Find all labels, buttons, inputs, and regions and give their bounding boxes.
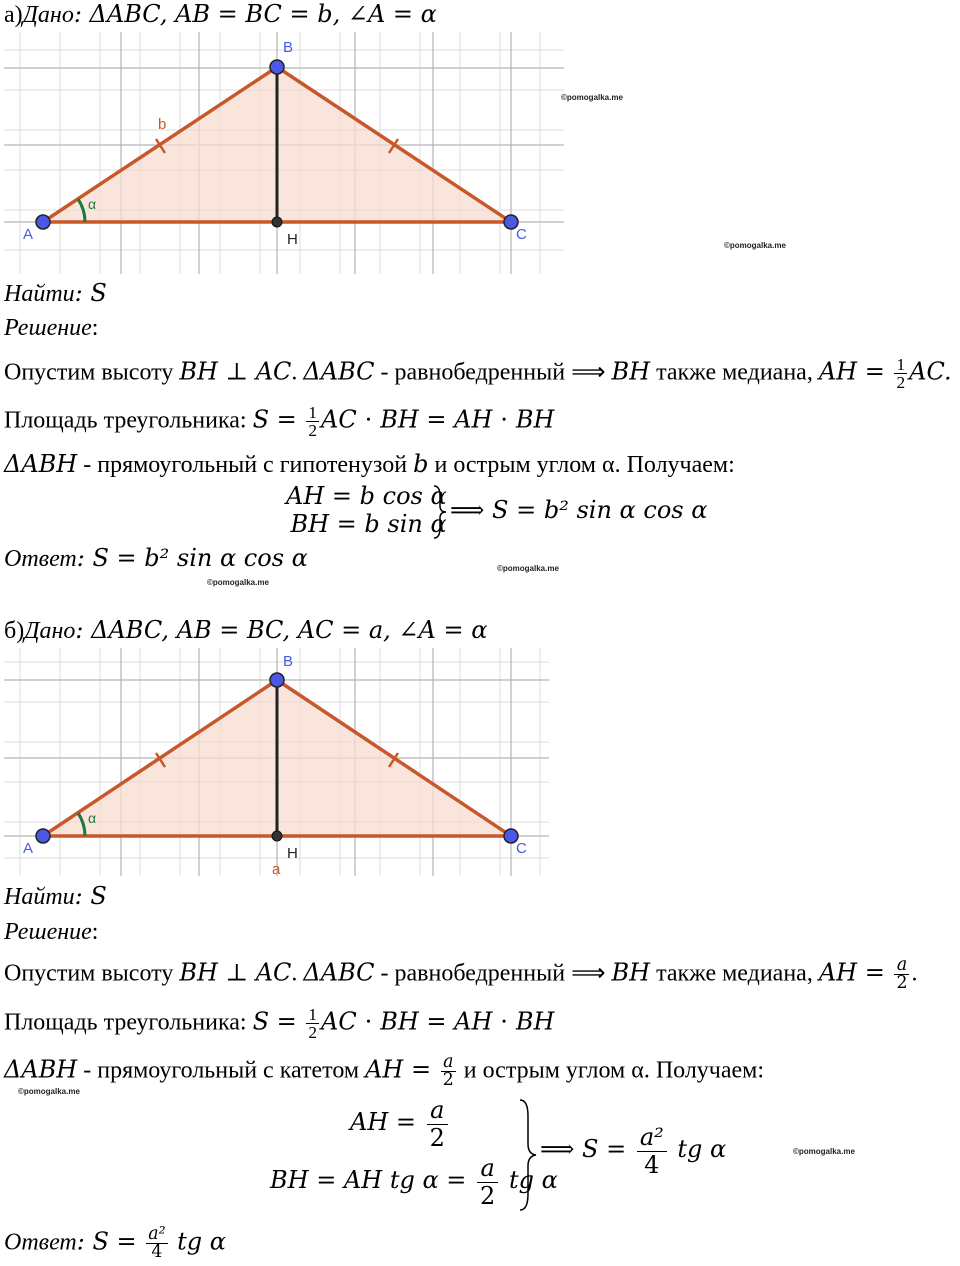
- solution-line-2-a: Площадь треугольника: S = $\frac{1}{2}$ AC ⋅ BH = AH ⋅ BH: [4, 403, 555, 441]
- given-word: Дано: [22, 2, 74, 28]
- find-word: Найти: [4, 281, 75, 307]
- figure-a: [4, 32, 564, 274]
- system-a: [286, 482, 447, 538]
- label-b-side: b: [158, 116, 167, 133]
- watermark: ©pomogalka.me: [497, 564, 559, 573]
- point-a: [36, 215, 50, 229]
- solution-word: Решение: [4, 315, 92, 341]
- fraction: $\frac{a}{2}$: [477, 1156, 498, 1209]
- watermark: ©pomogalka.me: [724, 241, 786, 250]
- find-word: Найти: [4, 884, 75, 910]
- point-b: [270, 673, 284, 687]
- answer-expr: : S = b² sin α cos α: [76, 544, 308, 572]
- part-prefix: б): [4, 618, 25, 644]
- watermark: ©pomogalka.me: [561, 93, 623, 102]
- point-a: [36, 829, 50, 843]
- solution-line-3-a: ΔABH - прямоугольный с гипотенузой b и острым углом α. Получаем:: [4, 450, 735, 478]
- system-brace-a: [432, 484, 448, 540]
- system-eq-2-b: BH = AH tg α = $\frac{a}{2}$ tg α: [270, 1154, 558, 1211]
- answer-word: Ответ: [4, 1229, 77, 1256]
- solution-line-2-b: Площадь треугольника: S = $\frac{1}{2}$ AC ⋅ BH = AH ⋅ BH: [4, 1005, 555, 1043]
- label-a: A: [23, 840, 34, 857]
- system-eq-1-b: AH = $\frac{a}{2}$: [350, 1098, 451, 1151]
- part-prefix: а): [4, 2, 23, 28]
- given-line-a: [4, 0, 437, 29]
- given-word: Дано: [24, 618, 76, 644]
- label-c: C: [516, 226, 527, 243]
- label-alpha: α: [88, 810, 97, 826]
- fraction: $\frac{1}{2}$: [896, 355, 906, 393]
- point-b: [270, 60, 284, 74]
- solution-heading-a: Решение:: [4, 315, 99, 341]
- watermark: ©pomogalka.me: [207, 578, 269, 587]
- system-brace-b: [518, 1098, 538, 1212]
- fraction: $\frac{a}{2}$: [896, 955, 908, 994]
- system-result-b: ⟹ S = $\frac{\text{a²}}{4}$ tg α: [540, 1123, 727, 1180]
- find-expr: : S: [74, 882, 107, 910]
- answer-word: Ответ: [4, 546, 77, 572]
- solution-line-1-b: Опустим высоту BH ⊥ AC. ΔABC - равнобедренный ⟹ BH также медиана, AH = $\frac{a}{2}$ .: [4, 955, 918, 994]
- label-h: H: [287, 231, 298, 248]
- fraction: $\frac{\text{a²}}{4}$: [148, 1224, 166, 1263]
- solution-heading-b: Решение:: [4, 919, 99, 945]
- given-line-b: [4, 616, 487, 645]
- fraction: $\frac{1}{2}$: [308, 403, 318, 441]
- fraction: $\frac{a}{2}$: [442, 1052, 454, 1091]
- system-result-a: ⟹ S = b² sin α cos α: [450, 496, 708, 524]
- label-c: C: [516, 840, 527, 857]
- fraction: $\frac{1}{2}$: [308, 1005, 318, 1043]
- given-expr: : ΔABC, AB = BC, AC = a, ∠A = α: [75, 616, 488, 644]
- find-line-a: [4, 279, 107, 308]
- solution-word: Решение: [4, 919, 92, 945]
- fraction: $\frac{a}{2}$: [427, 1098, 448, 1151]
- system-eq-1: AH = b cos α: [286, 482, 447, 510]
- given-expr: : ΔABC, AB = BC = b, ∠A = α: [73, 0, 437, 28]
- fraction: $\frac{\text{a²}}{4}$: [637, 1125, 667, 1178]
- solution-line-3-b: ΔABH - прямоугольный с катетом AH = $\frac{a}{2}$ и острым углом α. Получаем:: [4, 1052, 765, 1091]
- watermark: ©pomogalka.me: [18, 1087, 80, 1096]
- label-a: A: [23, 226, 34, 243]
- point-h: [272, 831, 282, 841]
- label-b: B: [283, 653, 294, 670]
- point-h: [272, 217, 282, 227]
- system-eq-2: BH = b sin α: [290, 510, 447, 538]
- answer-line-b: Ответ: S = $\frac{\text{a²}}{4}$ tg α: [4, 1224, 226, 1263]
- solution-line-1-a: Опустим высоту BH ⊥ AC. ΔABC - равнобедренный ⟹ BH также медиана, AH = $\frac{1}{2}$ AC.: [4, 355, 952, 393]
- figure-b: [4, 648, 549, 876]
- watermark: ©pomogalka.me: [793, 1147, 855, 1156]
- label-alpha: α: [88, 196, 97, 212]
- find-expr: : S: [74, 279, 107, 307]
- label-b: B: [283, 39, 294, 56]
- answer-line-a: [4, 544, 308, 573]
- label-h: H: [287, 845, 298, 862]
- label-a-side: a: [272, 861, 281, 876]
- find-line-b: [4, 882, 107, 911]
